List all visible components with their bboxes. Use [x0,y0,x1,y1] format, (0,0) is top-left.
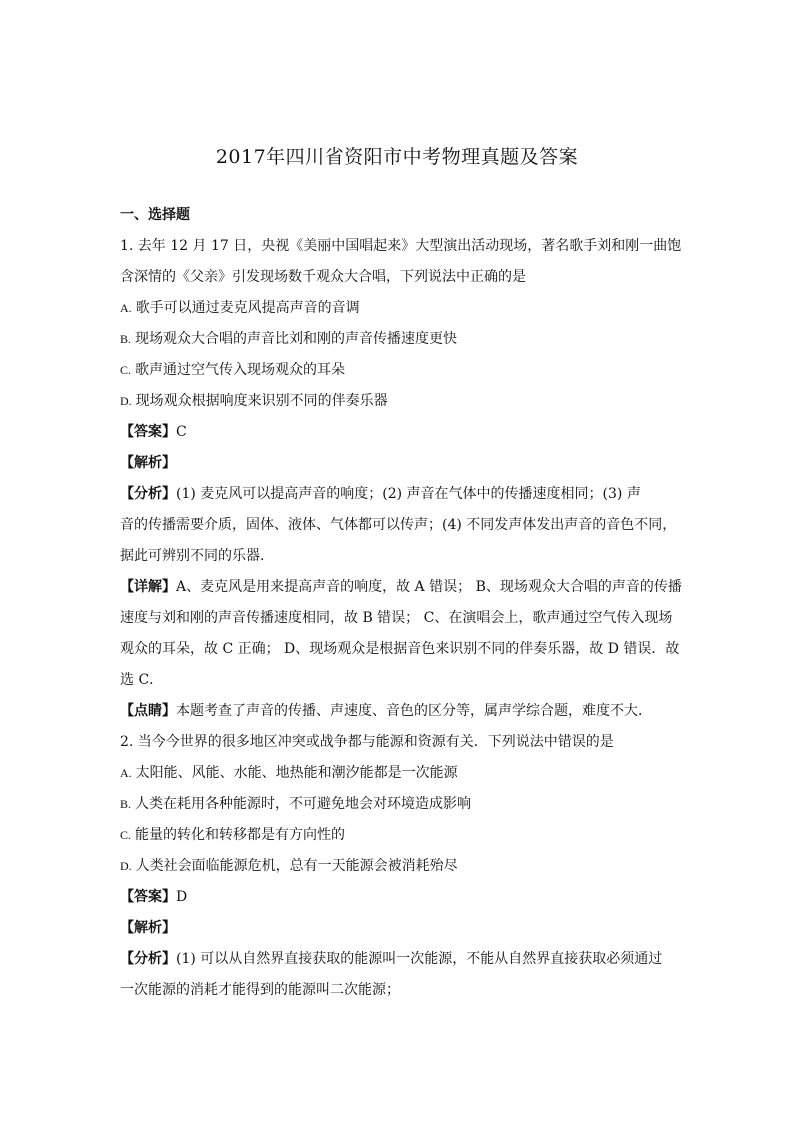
q2-option-c [120,820,680,851]
q1-xiangjie-line-2: 速度与刘和刚的声音传播速度相同，故 B 错误； C、在演唱会上，歌声通过空气传入现场 [120,610,673,626]
q1-option-a-label: A. [120,301,132,315]
q2-option-d-text: 人类社会面临能源危机，总有一天能源会被消耗殆尽 [135,858,458,874]
q1-xiangjie-tag: 【详解】 [120,579,176,595]
q2-answer-value: D [176,889,188,905]
q1-answer-tag: 【答案】 [120,424,176,440]
q1-option-a-text: 歌手可以通过麦克风提高声音的音调 [135,300,360,316]
q2-option-b [120,789,680,820]
section-heading: 一、选择题 [120,207,190,223]
q1-fenxi-tag: 【分析】 [120,486,176,502]
q1-dianjing [120,696,680,727]
q1-answer [120,417,680,448]
q2-fenxi-text-1: (1) 可以从自然界直接获取的能源叫一次能源，不能从自然界直接获取必须通过 [176,951,663,967]
q1-option-b-label: B. [120,332,132,346]
q2-option-b-text: 人类在耗用各种能源时，不可避免地会对环境造成影响 [135,796,472,812]
q1-xiangjie-line-3: 观众的耳朵，故 C 正确； D、现场观众是根据音色来识别不同的伴奏乐器，故 D 错误．故 [120,641,680,657]
q2-answer [120,882,680,913]
document-body [120,200,680,1006]
q1-fenxi-line-3: 据此可辨别不同的乐器. [120,548,265,564]
q2-option-a-label: A. [120,766,132,780]
q2-option-c-text: 能量的转化和转移都是有方向性的 [135,827,346,843]
q2-option-c-label: C. [120,828,132,842]
q2-fenxi-line-1 [120,944,680,975]
q1-dianjing-text: 本题考查了声音的传播、声速度、音色的区分等，属声学综合题，难度不大． [176,703,652,719]
q1-fenxi-text-1: (1) 麦克风可以提高声音的响度；(2) 声音在气体中的传播速度相同；(3) 声 [176,486,641,502]
q2-analysis-tag: 【解析】 [120,920,176,936]
q1-xiangjie-line-1 [120,572,680,603]
q1-option-b [120,324,680,355]
q2-option-d [120,851,680,882]
q2-option-a [120,758,680,789]
q1-fenxi-line-2: 音的传播需要介质，固体、液体、气体都可以传声；(4) 不同发声体发出声音的音色不同， [120,517,677,533]
q1-option-d-text: 现场观众根据响度来识别不同的伴奏乐器 [135,393,388,409]
q2-fenxi-line-2: 一次能源的消耗才能得到的能源叫二次能源； [120,982,400,998]
q1-answer-value: C [176,424,187,440]
q2-answer-tag: 【答案】 [120,889,176,905]
q1-xiangjie-text-1: A、麦克风是用来提高声音的响度，故 A 错误； B、现场观众大合唱的声音的传播 [176,579,682,595]
q1-analysis-tag: 【解析】 [120,455,176,471]
q1-stem-line-2: 含深情的《父亲》引发现场数千观众大合唱，下列说法中正确的是 [120,269,526,285]
page-title: 2017年四川省资阳市中考物理真题及答案 [215,146,579,168]
q1-dianjing-tag: 【点睛】 [120,703,176,719]
q2-stem: 2. 当今今世界的很多地区冲突或战争都与能源和资源有关．下列说法中错误的是 [120,734,614,750]
q1-option-c [120,355,680,386]
q1-stem-line-1: 1. 去年 12 月 17 日，央视《美丽中国唱起来》大型演出活动现场，著名歌手刘和刚一曲饱 [120,238,682,254]
q2-option-a-text: 太阳能、风能、水能、地热能和潮汐能都是一次能源 [135,765,458,781]
q1-option-b-text: 现场观众大合唱的声音比刘和刚的声音传播速度更快 [135,331,458,347]
q2-option-d-label: D. [120,859,132,873]
q1-option-c-text: 歌声通过空气传入现场观众的耳朵 [135,362,346,378]
q1-option-d-label: D. [120,394,132,408]
q1-option-c-label: C. [120,363,132,377]
q1-option-a [120,293,680,324]
q1-xiangjie-line-4: 选 C． [120,672,164,688]
q1-fenxi-line-1 [120,479,680,510]
q2-option-b-label: B. [120,797,132,811]
q1-option-d [120,386,680,417]
q2-fenxi-tag: 【分析】 [120,951,176,967]
